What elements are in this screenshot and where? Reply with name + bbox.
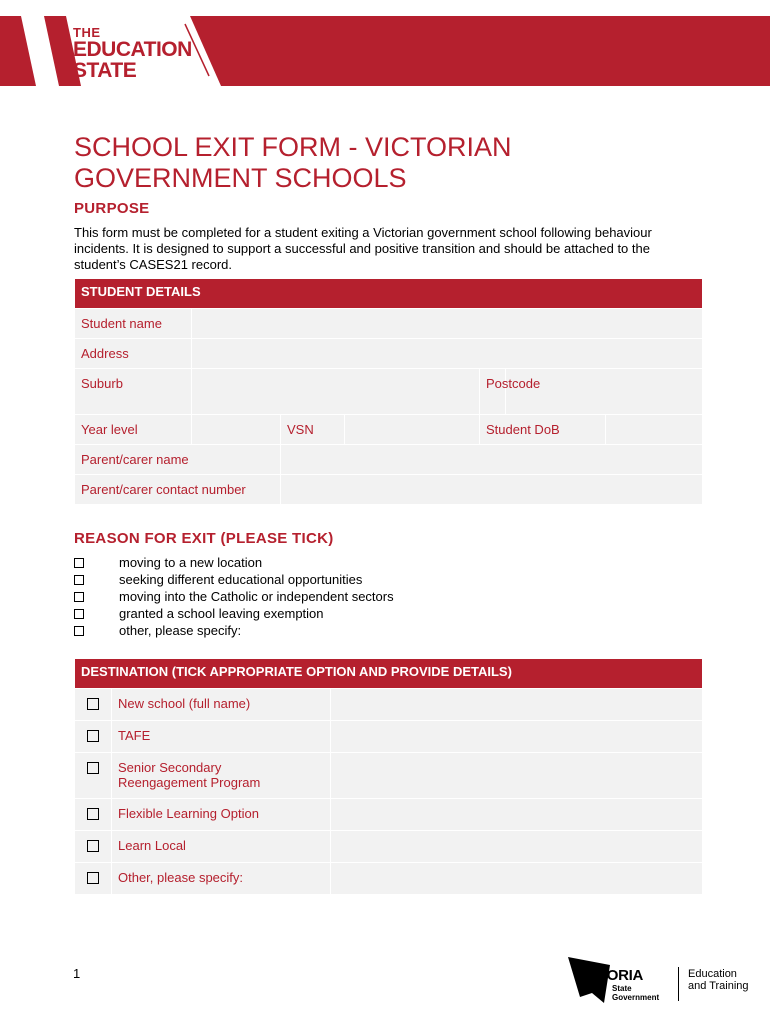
checkbox[interactable] xyxy=(74,575,84,585)
dob-field[interactable] xyxy=(606,415,703,445)
student-name-label: Student name xyxy=(75,309,192,339)
logo-divider xyxy=(678,967,679,1001)
year-level-field[interactable] xyxy=(192,415,281,445)
parent-contact-label: Parent/carer contact number xyxy=(75,475,281,505)
suburb-field[interactable] xyxy=(192,369,480,415)
checkbox[interactable] xyxy=(74,626,84,636)
destination-details-field[interactable] xyxy=(331,689,703,721)
parent-name-label: Parent/carer name xyxy=(75,445,281,475)
destination-option: New school (full name) xyxy=(112,689,331,721)
destination-heading: DESTINATION (TICK APPROPRIATE OPTION AND PROVIDE DETAILS) xyxy=(75,659,703,689)
destination-table xyxy=(74,658,703,895)
checkbox[interactable] xyxy=(87,840,99,852)
victoria-government-logo xyxy=(566,953,766,1008)
parent-name-field[interactable] xyxy=(281,445,703,475)
education-state-logo: THE EDUCATION STATE xyxy=(73,25,192,82)
reason-option[interactable]: seeking different educational opportunities xyxy=(74,571,394,588)
reason-option[interactable]: moving into the Catholic or independent sectors xyxy=(74,588,394,605)
destination-details-field[interactable] xyxy=(331,799,703,831)
destination-option: Other, please specify: xyxy=(112,863,331,895)
destination-option: Senior Secondary Reengagement Program xyxy=(112,753,331,799)
destination-details-field[interactable] xyxy=(331,753,703,799)
student-details-heading: STUDENT DETAILS xyxy=(75,279,703,309)
destination-details-field[interactable] xyxy=(331,721,703,753)
suburb-label: Suburb xyxy=(75,369,192,415)
checkbox[interactable] xyxy=(74,558,84,568)
destination-option: Flexible Learning Option xyxy=(112,799,331,831)
purpose-heading: PURPOSE xyxy=(74,200,150,217)
year-level-label: Year level xyxy=(75,415,192,445)
checkbox[interactable] xyxy=(87,762,99,774)
student-details-table xyxy=(74,278,703,505)
dob-label: Student DoB xyxy=(480,415,606,445)
checkbox[interactable] xyxy=(87,872,99,884)
destination-option: TAFE xyxy=(112,721,331,753)
student-name-field[interactable] xyxy=(192,309,703,339)
address-field[interactable] xyxy=(192,339,703,369)
checkbox[interactable] xyxy=(87,698,99,710)
vsn-label: VSN xyxy=(281,415,345,445)
purpose-text: This form must be completed for a student exiting a Victorian government school following behaviour incidents. It is designed to support a successful and positive transition and should be attached to the student’s CASES21 record. xyxy=(74,225,652,272)
destination-details-field[interactable] xyxy=(331,831,703,863)
destination-option: Learn Local xyxy=(112,831,331,863)
checkbox[interactable] xyxy=(87,808,99,820)
parent-contact-field[interactable] xyxy=(281,475,703,505)
checkbox[interactable] xyxy=(74,609,84,619)
reason-option[interactable]: granted a school leaving exemption xyxy=(74,605,394,622)
state-government-text: State Government xyxy=(612,984,660,1002)
vsn-field[interactable] xyxy=(345,415,480,445)
page-title: SCHOOL EXIT FORM - VICTORIAN GOVERNMENT SCHOOLS xyxy=(74,132,512,193)
checkbox[interactable] xyxy=(87,730,99,742)
page-number: 1 xyxy=(73,966,81,981)
victoria-wordmark: VICTORIA xyxy=(574,967,643,984)
reason-option[interactable]: other, please specify: xyxy=(74,622,394,639)
checkbox[interactable] xyxy=(74,592,84,602)
reason-option[interactable]: moving to a new location xyxy=(74,554,394,571)
reason-options xyxy=(74,554,394,639)
address-label: Address xyxy=(75,339,192,369)
department-name: Education and Training xyxy=(688,968,749,992)
postcode-label: Postcode xyxy=(480,369,506,415)
reason-heading: REASON FOR EXIT (PLEASE TICK) xyxy=(74,530,334,547)
destination-details-field[interactable] xyxy=(331,863,703,895)
